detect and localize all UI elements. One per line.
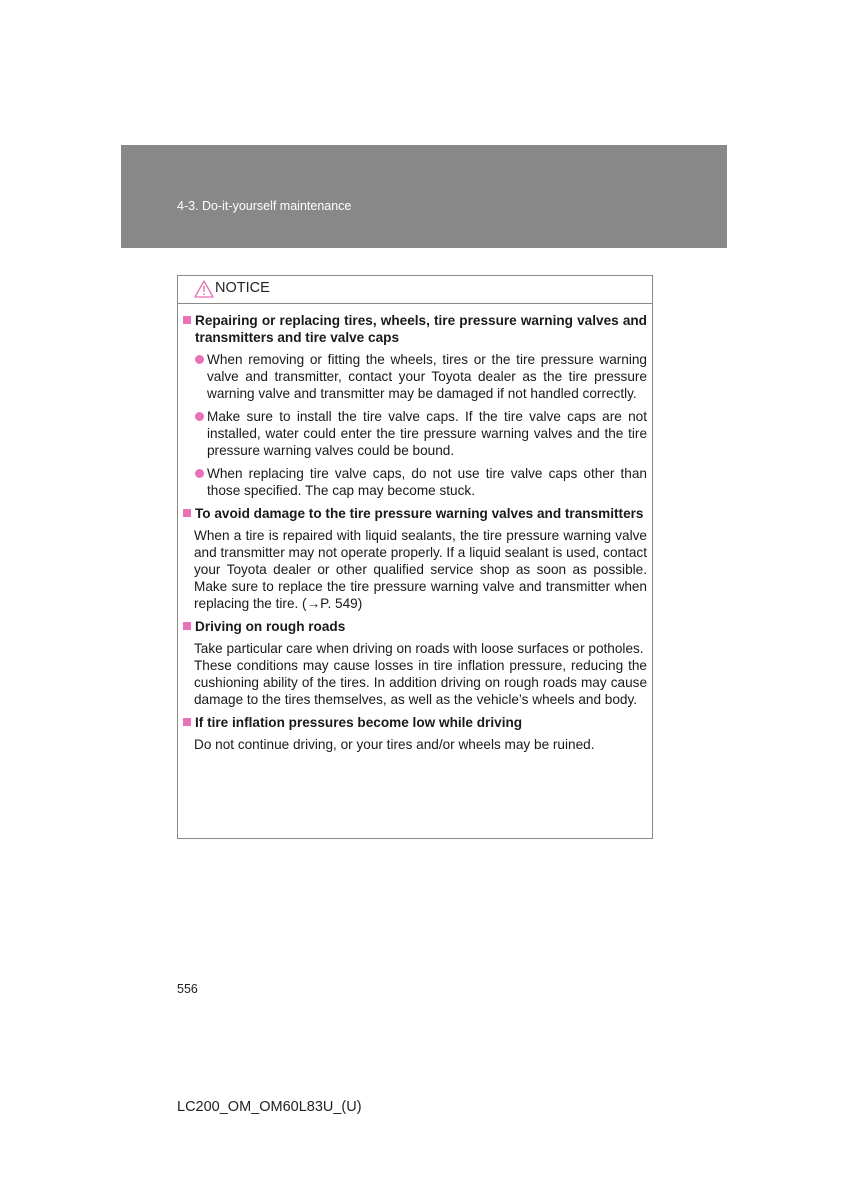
page-number: 556 xyxy=(177,982,198,996)
section-heading xyxy=(183,505,647,522)
paragraph: These conditions may cause losses in tire inflation pressure, reducing the cushioning ability of the tires. In addition driving on rough roads may cause damage to the tires themselves, as well as the vehicle’s wheels and body. xyxy=(194,658,647,707)
list-item-text: When removing or fitting the wheels, tires or the tire pressure warning valve and transmitter, contact your Toyota dealer as the tire pressure warning valve and transmitter may be damaged if not handled correctly. xyxy=(207,352,647,401)
section-heading-text: If tire inflation pressures become low while driving xyxy=(195,715,523,730)
list-item xyxy=(195,351,647,402)
section-heading xyxy=(183,618,647,635)
notice-label: NOTICE xyxy=(215,280,270,296)
section-heading xyxy=(183,312,647,346)
square-bullet-icon xyxy=(183,622,191,630)
circle-bullet-icon xyxy=(195,469,204,478)
list-item-text: When replacing tire valve caps, do not use tire valve caps other than those specified. The cap may become stuck. xyxy=(207,466,647,498)
circle-bullet-icon xyxy=(195,355,204,364)
square-bullet-icon xyxy=(183,509,191,517)
notice-header xyxy=(178,276,652,304)
paragraph: When a tire is repaired with liquid sealants, the tire pressure warning valve and transmitter may not operate properly. If a liquid sealant is used, contact your Toyota dealer or other qualified service shop as soon as possible. Make sure to replace the tire pressure warning valve and transmitter when replacing the tire. (→P. 549) xyxy=(194,528,647,611)
square-bullet-icon xyxy=(183,718,191,726)
paragraph: Do not continue driving, or your tires and/or wheels may be ruined. xyxy=(194,737,595,752)
document-code: LC200_OM_OM60L83U_(U) xyxy=(177,1099,362,1115)
warning-triangle-icon xyxy=(194,280,214,298)
square-bullet-icon xyxy=(183,316,191,324)
notice-body xyxy=(178,304,652,753)
section-heading xyxy=(183,714,647,731)
section-heading-text: Driving on rough roads xyxy=(195,619,346,634)
list-item-text: Make sure to install the tire valve caps. If the tire valve caps are not installed, water could enter the tire pressure warning valves and the tire pressure warning valves could be bound. xyxy=(207,409,647,458)
paragraph-group xyxy=(194,640,647,708)
list-item xyxy=(195,465,647,499)
circle-bullet-icon xyxy=(195,412,204,421)
notice-box xyxy=(177,275,653,839)
list-item xyxy=(195,408,647,459)
section-heading-text: Repairing or replacing tires, wheels, tire pressure warning valves and transmitters and tire valve caps xyxy=(195,313,647,345)
section-title: 4-3. Do-it-yourself maintenance xyxy=(177,199,352,213)
section-heading-text: To avoid damage to the tire pressure warning valves and transmitters xyxy=(195,506,644,521)
section-header-band xyxy=(121,145,727,248)
paragraph: Take particular care when driving on roads with loose surfaces or potholes. xyxy=(194,641,644,656)
